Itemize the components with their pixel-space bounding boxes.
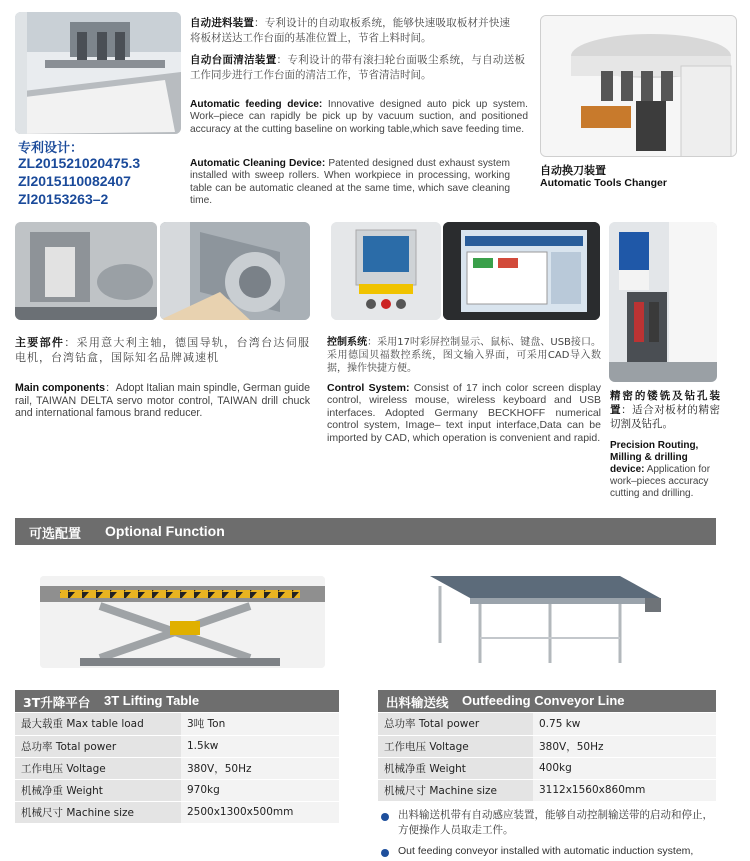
main-components-cn [15,336,310,365]
auto-clean-cn-title: 自动台面清洁装置 [190,54,277,66]
conveyor-title-en: Outfeeding Conveyor Line [462,693,625,708]
spec-key: 机械净重 Weight [378,757,533,779]
patent-number-2: Zl2015110082407 [18,173,131,189]
patent-number-3: Zl20153263–2 [18,191,109,207]
precision-en-title: Precision Routing, Milling & drilling device: [610,440,699,475]
spec-key: 工作电压 Voltage [15,757,181,779]
optional-function-cn: 可选配置 [29,527,82,542]
precision-en-text: Application for work–pieces accuracy cutting and drilling. [610,464,711,499]
lifting-table-specs [15,713,339,824]
control-system-cn-text: ：采用17吋彩屏控制显示、鼠标、键盘、USB接口。采用德国贝福数控系统，图文输入界面，可采用CAD导入数据，操作快捷方便。 [327,337,601,374]
main-components-en [15,382,310,420]
conveyor-specs [378,713,716,802]
tool-changer-en: Automatic Tools Changer [540,177,667,189]
spec-value: 2500x1300x500mm [181,801,339,823]
auto-feed-cn [190,16,510,46]
table-row [15,801,339,823]
spec-key: 总功率 Total power [15,735,181,757]
auto-feed-en-title: Automatic feeding device: [190,99,323,110]
lifting-table-header [15,690,339,712]
spec-key: 机械尺寸 Machine size [378,779,533,801]
precision-cn-title: 精密的镂铣及钻孔装置 [610,390,720,416]
tool-changer-cn: 自动换刀装置 [540,164,606,177]
table-row [378,757,716,779]
tool-changer-photo [540,15,737,157]
conveyor-photo [420,568,665,668]
spec-key: 机械尺寸 Machine size [15,801,181,823]
control-system-en-title: Control System: [327,382,410,394]
conveyor-title-cn: 出料输送线 [386,695,449,710]
table-row [378,735,716,757]
spec-value: 1.5kw [181,735,339,757]
spec-key: 机械净重 Weight [15,779,181,801]
main-components-en-text: ：Adopt Italian main spindle, German guide rail, TAIWAN DELTA servo motor control, TAIWAN drill chuck and international famous brand reducer. [15,382,310,420]
spec-key: 最大载重 Max table load [15,713,181,735]
spindle-photo [15,222,157,320]
lifting-table-title-cn: 3T升降平台 [23,695,91,710]
precision-routing-photo [609,222,717,382]
auto-clean-en-title: Automatic Cleaning Device: [190,158,326,169]
conveyor-note-en: Out feeding conveyor installed with automatic induction system, [398,845,694,857]
spec-value: 0.75 kw [533,713,716,735]
auto-clean-en [190,158,510,208]
spec-key: 总功率 Total power [378,713,533,735]
precision-cn-text: ：适合对板材的精密切割及钻孔。 [610,404,721,430]
table-row [15,779,339,801]
patent-label: 专利设计： [18,141,84,156]
auto-feed-cn-title: 自动进料装置 [190,17,255,29]
auto-clean-en-text: Patented designed dust exhaust system installed with sweep rollers. When workpiece in processing, working table can be automatic cleaned at the same time, which save cleaning time. [190,158,511,207]
auto-feed-en [190,99,528,136]
auto-clean-cn [190,53,525,83]
lifting-table-photo [40,576,325,668]
control-cabinet-photo [331,222,441,320]
table-row [378,779,716,801]
control-system-en [327,382,601,444]
auto-feeding-photo [15,12,181,134]
bullet-icon [381,813,389,821]
spec-value: 380V，50Hz [181,757,339,779]
spec-key: 工作电压 Voltage [378,735,533,757]
main-components-en-title: Main components [15,382,106,394]
spec-value: 380V，50Hz [533,735,716,757]
optional-function-en: Optional Function [105,523,225,539]
spec-value: 3112x1560x860mm [533,779,716,801]
patent-number-1: ZL201521020475.3 [18,155,141,171]
table-row [15,735,339,757]
auto-clean-cn-text: ：专利设计的带有滚扫轮台面吸尘系统，与自动送板工作同步进行工作台面的清洁工作，节省清洁时间。 [190,54,526,81]
gearbox-photo [160,222,310,320]
table-row [15,757,339,779]
lifting-table-title-en: 3T Lifting Table [104,693,200,708]
optional-function-bar [15,518,716,545]
spec-value: 970kg [181,779,339,801]
control-screen-photo [443,222,600,320]
control-system-en-text: Consist of 17 inch color screen display control, wireless mouse, wireless keyboard and USB interfaces. Adopted Germany BECKHOFF numerical control system, Image– text input interface,Data can be imported by CAD, which operation is convenient and rapid. [327,382,602,444]
main-components-cn-title: 主要部件 [15,336,65,349]
main-components-cn-text: ：采用意大利主轴，德国导轨，台湾台达伺服电机，台湾钻盒，国际知名品牌减速机 [15,336,310,364]
precision-cn [610,389,720,431]
spec-value: 3吨 Ton [181,713,339,735]
bullet-icon [381,849,389,857]
control-system-cn [327,336,601,375]
table-row [378,713,716,735]
precision-en [610,440,720,500]
auto-feed-en-text: Innovative designed auto pick up system. Work–piece can rapidly be pick up by vacuum suction, and positioned accuracy at the cutting baseline on working table,which save feeding time. [190,99,528,135]
conveyor-note-cn: 出料输送机带有自动感应装置，能够自动控制输送带的启动和停止，方便操作人员取走工件。 [398,809,713,836]
table-row [15,713,339,735]
spec-value: 400kg [533,757,716,779]
auto-feed-cn-text: ：专利设计的自动取板系统，能够快速吸取板材并快速将板材送达工作台面的基准位置上，节省上料时间。 [190,17,511,44]
conveyor-header [378,690,716,712]
control-system-cn-title: 控制系统 [327,337,368,348]
